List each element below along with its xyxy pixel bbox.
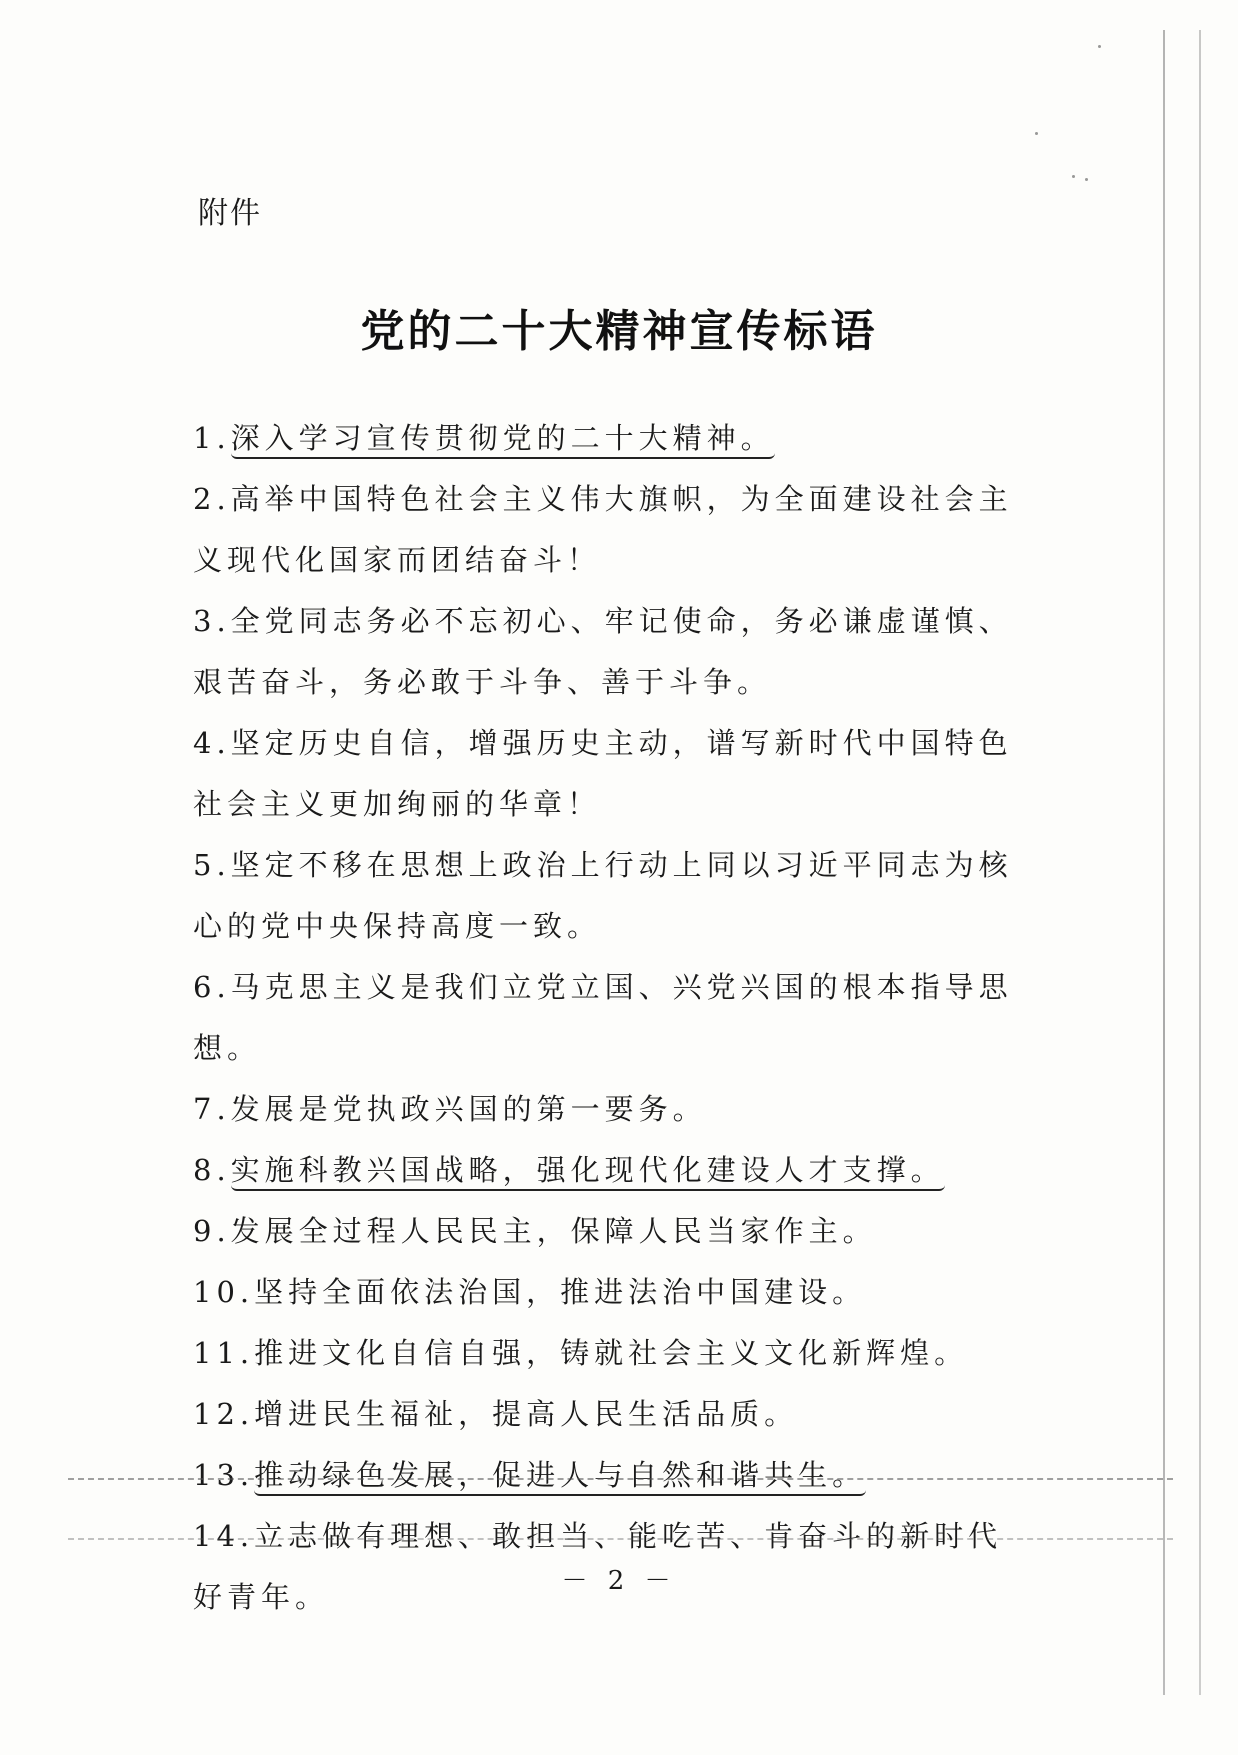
slogan-text: 发展全过程人民民主，保障人民当家作主。 <box>230 1214 877 1248</box>
slogan-text: 全党同志务必不忘初心、牢记使命，务必谦虚谨慎、艰苦奋斗，务必敢于斗争、善于斗争。 <box>193 604 1013 699</box>
scan-speck <box>1072 175 1075 178</box>
slogan-item <box>193 1262 1028 1323</box>
slogan-item <box>193 408 1028 469</box>
fold-line <box>68 1538 1173 1540</box>
slogan-number: 6. <box>193 970 231 1004</box>
slogan-item <box>193 957 1028 1079</box>
slogan-list <box>193 408 1028 1628</box>
slogan-item <box>193 1445 1028 1506</box>
slogan-text: 推动绿色发展，促进人与自然和谐共生。 <box>254 1458 866 1496</box>
slogan-number: 3. <box>193 604 231 638</box>
slogan-number: 10. <box>193 1275 255 1309</box>
slogan-text: 马克思主义是我们立党立国、兴党兴国的根本指导思想。 <box>193 970 1013 1065</box>
scan-speck <box>1035 132 1038 135</box>
document-title: 党的二十大精神宣传标语 <box>360 306 878 357</box>
slogan-number: 14. <box>193 1519 255 1553</box>
slogan-text: 推进文化自信自强，铸就社会主义文化新辉煌。 <box>254 1336 969 1370</box>
slogan-text: 坚定不移在思想上政治上行动上同以习近平同志为核心的党中央保持高度一致。 <box>193 848 1013 943</box>
slogan-item <box>193 1140 1028 1201</box>
scan-edge-line <box>1163 30 1165 1695</box>
page-number: － 2 － <box>561 1566 677 1596</box>
slogan-number: 1. <box>193 421 231 455</box>
slogan-item <box>193 713 1028 835</box>
slogan-number: 4. <box>193 726 231 760</box>
slogan-number: 7. <box>193 1092 231 1126</box>
scan-speck <box>1085 178 1088 181</box>
slogan-item <box>193 835 1028 957</box>
slogan-text: 立志做有理想、敢担当、能吃苦、肯奋斗的新时代好青年。 <box>193 1519 1003 1614</box>
slogan-number: 11. <box>193 1336 255 1370</box>
slogan-text: 深入学习宣传贯彻党的二十大精神。 <box>231 421 775 459</box>
slogan-item <box>193 1384 1028 1445</box>
slogan-number: 8. <box>193 1153 231 1187</box>
scan-speck <box>1098 45 1101 48</box>
slogan-number: 5. <box>193 848 231 882</box>
slogan-item <box>193 469 1028 591</box>
attachment-label: 附件 <box>198 196 262 231</box>
slogan-text: 高举中国特色社会主义伟大旗帜，为全面建设社会主义现代化国家而团结奋斗！ <box>193 482 1013 577</box>
slogan-text: 发展是党执政兴国的第一要务。 <box>230 1092 707 1126</box>
slogan-number: 13. <box>193 1458 255 1492</box>
scan-edge-line <box>1199 30 1201 1695</box>
slogan-item <box>193 1323 1028 1384</box>
slogan-text: 实施科教兴国战略，强化现代化建设人才支撑。 <box>231 1153 945 1191</box>
fold-line <box>68 1478 1173 1480</box>
slogan-text: 坚定历史自信，增强历史主动，谱写新时代中国特色社会主义更加绚丽的华章！ <box>193 726 1013 821</box>
slogan-number: 2. <box>193 482 231 516</box>
slogan-item <box>193 1079 1028 1140</box>
slogan-number: 12. <box>193 1397 255 1431</box>
slogan-text: 坚持全面依法治国，推进法治中国建设。 <box>254 1275 867 1309</box>
slogan-text: 增进民生福祉，提高人民生活品质。 <box>254 1397 799 1431</box>
slogan-number: 9. <box>193 1214 231 1248</box>
slogan-item <box>193 591 1028 713</box>
slogan-item <box>193 1201 1028 1262</box>
